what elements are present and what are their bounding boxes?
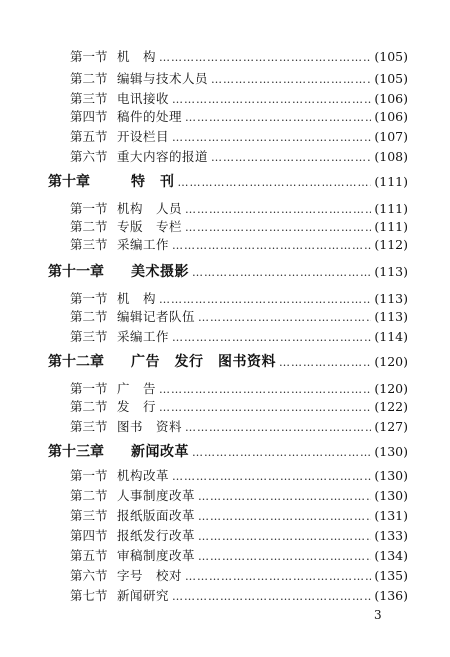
toc-chapter-row <box>48 352 408 371</box>
page-reference: (127) <box>374 419 408 434</box>
section-number: 第五节 <box>70 548 108 563</box>
chapter-title: 美术摄影 <box>131 264 189 280</box>
section-title: 电讯接收 <box>117 91 170 106</box>
page-reference: (134) <box>374 548 408 563</box>
section-number: 第一节 <box>70 201 108 216</box>
dot-leader <box>198 507 371 526</box>
toc-section-row <box>70 217 408 236</box>
toc-section-row <box>70 466 408 485</box>
section-title: 采编工作 <box>117 329 170 344</box>
toc-section-row <box>70 486 408 505</box>
section-title: 字号 校对 <box>117 568 183 583</box>
toc-section-row <box>70 546 408 565</box>
section-number: 第六节 <box>70 149 108 164</box>
dot-leader <box>211 148 371 167</box>
toc-chapter-row <box>48 262 408 281</box>
page-number: 3 <box>374 608 382 622</box>
page-reference: (111) <box>374 174 408 189</box>
dot-leader <box>178 173 372 192</box>
page-reference: (133) <box>374 528 408 543</box>
chapter-title: 新闻改革 <box>131 444 189 460</box>
toc-section-row <box>70 327 408 346</box>
section-title: 开设栏目 <box>117 129 170 144</box>
page-reference: (105) <box>374 71 408 86</box>
section-number: 第二节 <box>70 399 108 414</box>
dot-leader <box>185 108 371 127</box>
section-number: 第一节 <box>70 468 108 483</box>
dot-leader <box>192 443 371 462</box>
page-reference: (105) <box>374 49 408 64</box>
section-title: 发 行 <box>117 399 157 414</box>
dot-leader <box>172 236 371 255</box>
section-title: 报纸发行改革 <box>117 528 196 543</box>
toc-section-row <box>70 89 408 108</box>
toc-section-row <box>70 586 408 605</box>
dot-leader <box>172 128 371 147</box>
chapter-title: 广告 发行 图书资料 <box>131 354 276 370</box>
toc-section-row <box>70 566 408 585</box>
chapter-number: 第十三章 <box>48 444 104 460</box>
dot-leader <box>159 398 371 417</box>
section-number: 第六节 <box>70 568 108 583</box>
toc-section-row <box>70 107 408 126</box>
chapter-title: 特 刊 <box>131 174 175 190</box>
section-number: 第五节 <box>70 129 108 144</box>
section-title: 机 构 <box>117 291 157 306</box>
section-title: 采编工作 <box>117 237 170 252</box>
section-number: 第一节 <box>70 291 108 306</box>
section-number: 第四节 <box>70 528 108 543</box>
section-number: 第一节 <box>70 381 108 396</box>
page-reference: (113) <box>374 264 408 279</box>
section-title: 机 构 <box>117 49 157 64</box>
section-title: 重大内容的报道 <box>117 149 209 164</box>
chapter-number: 第十一章 <box>48 264 104 280</box>
toc-section-row <box>70 127 408 146</box>
section-title: 人事制度改革 <box>117 488 196 503</box>
toc-chapter-row <box>48 442 408 461</box>
page-reference: (135) <box>374 568 408 583</box>
toc-section-row <box>70 379 408 398</box>
dot-leader <box>172 587 371 606</box>
dot-leader <box>185 567 371 586</box>
section-number: 第二节 <box>70 309 108 324</box>
toc-section-row <box>70 47 408 66</box>
page-reference: (106) <box>374 109 408 124</box>
dot-leader <box>172 328 371 347</box>
toc-section-row <box>70 506 408 525</box>
page-reference: (108) <box>374 149 408 164</box>
page-reference: (120) <box>374 354 408 369</box>
page-reference: (111) <box>374 201 408 216</box>
section-number: 第一节 <box>70 49 108 64</box>
section-number: 第三节 <box>70 91 108 106</box>
section-number: 第四节 <box>70 109 108 124</box>
dot-leader <box>198 487 371 506</box>
chapter-number: 第十章 <box>48 174 90 190</box>
toc-section-row <box>70 307 408 326</box>
dot-leader <box>198 527 371 546</box>
dot-leader <box>192 263 371 282</box>
section-number: 第二节 <box>70 219 108 234</box>
section-title: 报纸版面改革 <box>117 508 196 523</box>
dot-leader <box>172 467 371 486</box>
toc-chapter-row <box>48 172 408 191</box>
section-title: 图书 资料 <box>117 419 183 434</box>
toc-section-row <box>70 417 408 436</box>
toc-section-row <box>70 147 408 166</box>
section-number: 第三节 <box>70 419 108 434</box>
page-reference: (111) <box>374 219 408 234</box>
dot-leader <box>185 418 371 437</box>
toc-section-row <box>70 69 408 88</box>
page-reference: (131) <box>374 508 408 523</box>
section-title: 审稿制度改革 <box>117 548 196 563</box>
page-reference: (113) <box>374 309 408 324</box>
section-title: 稿件的处理 <box>117 109 183 124</box>
section-title: 专版 专栏 <box>117 219 183 234</box>
toc-section-row <box>70 289 408 308</box>
page-reference: (130) <box>374 488 408 503</box>
page-reference: (113) <box>374 291 408 306</box>
section-number: 第七节 <box>70 588 108 603</box>
toc-section-row <box>70 199 408 218</box>
page-reference: (122) <box>374 399 408 414</box>
dot-leader <box>211 70 371 89</box>
page-reference: (106) <box>374 91 408 106</box>
dot-leader <box>198 547 371 566</box>
section-title: 机构 人员 <box>117 201 183 216</box>
dot-leader <box>159 48 371 67</box>
toc-section-row <box>70 526 408 545</box>
toc-section-row <box>70 397 408 416</box>
section-number: 第二节 <box>70 71 108 86</box>
page-reference: (130) <box>374 444 408 459</box>
page-reference: (130) <box>374 468 408 483</box>
toc-section-row <box>70 235 408 254</box>
section-number: 第三节 <box>70 237 108 252</box>
section-title: 广 告 <box>117 381 157 396</box>
section-title: 编辑记者队伍 <box>117 309 196 324</box>
page-reference: (120) <box>374 381 408 396</box>
page-reference: (112) <box>374 237 408 252</box>
section-title: 新闻研究 <box>117 588 170 603</box>
dot-leader <box>279 353 371 372</box>
dot-leader <box>198 308 371 327</box>
section-title: 编辑与技术人员 <box>117 71 209 86</box>
chapter-number: 第十二章 <box>48 354 104 370</box>
section-number: 第二节 <box>70 488 108 503</box>
section-number: 第三节 <box>70 508 108 523</box>
section-title: 机构改革 <box>117 468 170 483</box>
page-reference: (107) <box>374 129 408 144</box>
section-number: 第三节 <box>70 329 108 344</box>
page-reference: (136) <box>374 588 408 603</box>
page-reference: (114) <box>374 329 408 344</box>
